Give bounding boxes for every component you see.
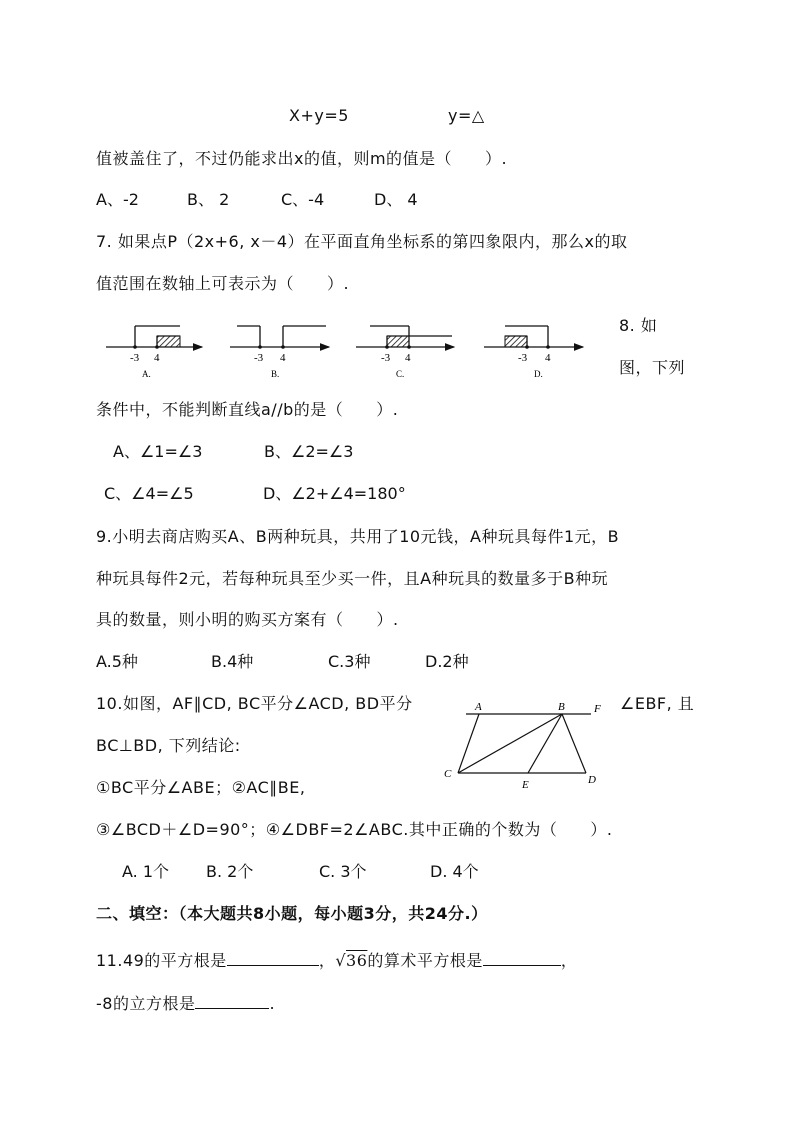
- figure-d: [484, 326, 583, 379]
- q10-option-d: D. 4个: [430, 862, 479, 881]
- point-label-c: C: [444, 768, 452, 780]
- number-line-figures: [100, 315, 600, 385]
- tick-label: -3: [518, 352, 528, 364]
- tick-label: -3: [254, 352, 264, 364]
- segment-ac: [458, 714, 479, 773]
- q9-text-line3: 具的数量，则小明的购买方案有（ ）.: [96, 610, 399, 629]
- q10-text-line4: ③∠BCD＋∠D=90°；④∠DBF=2∠ABC.其中正确的个数为（ ）.: [96, 820, 613, 839]
- figure-c: [356, 326, 454, 379]
- tick-label: 4: [154, 352, 160, 364]
- q10-option-b: B. 2个: [206, 862, 254, 881]
- tick-label: -3: [381, 352, 391, 364]
- point-label-f: F: [594, 703, 601, 715]
- point-label-a: A: [475, 701, 482, 713]
- figure-label-d: D.: [534, 369, 543, 379]
- figure-label-b: B.: [271, 369, 280, 379]
- q8-text: 条件中，不能判断直线a//b的是（ ）.: [96, 400, 399, 419]
- q7-text-line1: 7. 如果点P（2x+6, x－4）在平面直角坐标系的第四象限内，那么x的取: [96, 232, 628, 251]
- equation-1: X+y=5: [289, 106, 349, 125]
- geometry-figure: [436, 694, 616, 794]
- q8-option-b: B、∠2=∠3: [264, 442, 354, 461]
- figure-label-a: A.: [142, 369, 151, 379]
- q9-option-c: C.3种: [328, 652, 371, 671]
- q8-option-a: A、∠1=∠3: [113, 442, 203, 461]
- q9-text-line1: 9.小明去商店购买A、B两种玩具，共用了10元钱，A种玩具每件1元，B: [96, 527, 620, 546]
- sqrt-argument: 36: [346, 951, 368, 970]
- q9-option-a: A.5种: [96, 652, 138, 671]
- q8-prefix-1: 8. 如: [619, 316, 658, 335]
- q11-part2: 的算术平方根是: [367, 951, 483, 970]
- tick-label: 4: [405, 352, 411, 364]
- q11-end: ，: [560, 951, 578, 970]
- equation-2: y=△: [448, 106, 485, 125]
- segment-bc: [458, 714, 562, 773]
- q10-option-c: C. 3个: [319, 862, 367, 881]
- tick-label: 4: [545, 352, 551, 364]
- segment-bd: [562, 714, 586, 773]
- q6-option-b: B、 2: [187, 190, 230, 209]
- q6-option-c: C、-4: [281, 190, 325, 209]
- sqrt-expression: √36: [335, 951, 368, 970]
- q8-option-d: D、∠2+∠4=180°: [263, 484, 406, 503]
- q7-text-line2: 值范围在数轴上可表示为（ ）.: [96, 274, 350, 293]
- answer-blank-1[interactable]: [227, 949, 319, 966]
- figure-a: [106, 326, 202, 379]
- q10-text-line3: ①BC平分∠ABE；②AC∥BE,: [96, 778, 306, 797]
- q11-line2: [96, 992, 275, 1014]
- q9-option-b: B.4种: [211, 652, 254, 671]
- point-label-d: D: [588, 774, 596, 786]
- q11-sep: ，: [318, 951, 336, 970]
- q11-part3: -8的立方根是: [96, 994, 196, 1013]
- q9-text-line2: 种玩具每件2元，若每种玩具至少买一件，且A种玩具的数量多于B种玩: [96, 569, 609, 588]
- point-label-e: E: [522, 779, 529, 791]
- figure-label-c: C.: [396, 369, 405, 379]
- q6-option-d: D、 4: [374, 190, 418, 209]
- tick-label: 4: [280, 352, 286, 364]
- q10-text-line1b: ∠EBF, 且: [620, 694, 695, 713]
- answer-blank-2[interactable]: [483, 949, 561, 966]
- q11-part1: 11.49的平方根是: [96, 951, 227, 970]
- segment-be: [528, 714, 562, 773]
- q11-period: .: [269, 994, 276, 1013]
- q11-line1: [96, 949, 577, 971]
- q8-option-c: C、∠4=∠5: [104, 484, 194, 503]
- point-label-b: B: [558, 701, 565, 713]
- q10-option-a: A. 1个: [122, 862, 170, 881]
- q6-option-a: A、-2: [96, 190, 139, 209]
- section-heading: 二、填空：（本大题共8小题，每小题3分，共24分.）: [96, 904, 488, 923]
- q8-prefix-2: 图，下列: [619, 358, 686, 377]
- tick-label: -3: [130, 352, 140, 364]
- q10-text-line2: BC⊥BD, 下列结论:: [96, 736, 241, 755]
- answer-blank-3[interactable]: [195, 992, 269, 1009]
- q6-text: 值被盖住了，不过仍能求出x的值，则m的值是（ ）.: [96, 149, 508, 168]
- q10-text-line1a: 10.如图，AF∥CD, BC平分∠ACD, BD平分: [96, 694, 413, 713]
- figure-b: [230, 326, 329, 379]
- q9-option-d: D.2种: [425, 652, 469, 671]
